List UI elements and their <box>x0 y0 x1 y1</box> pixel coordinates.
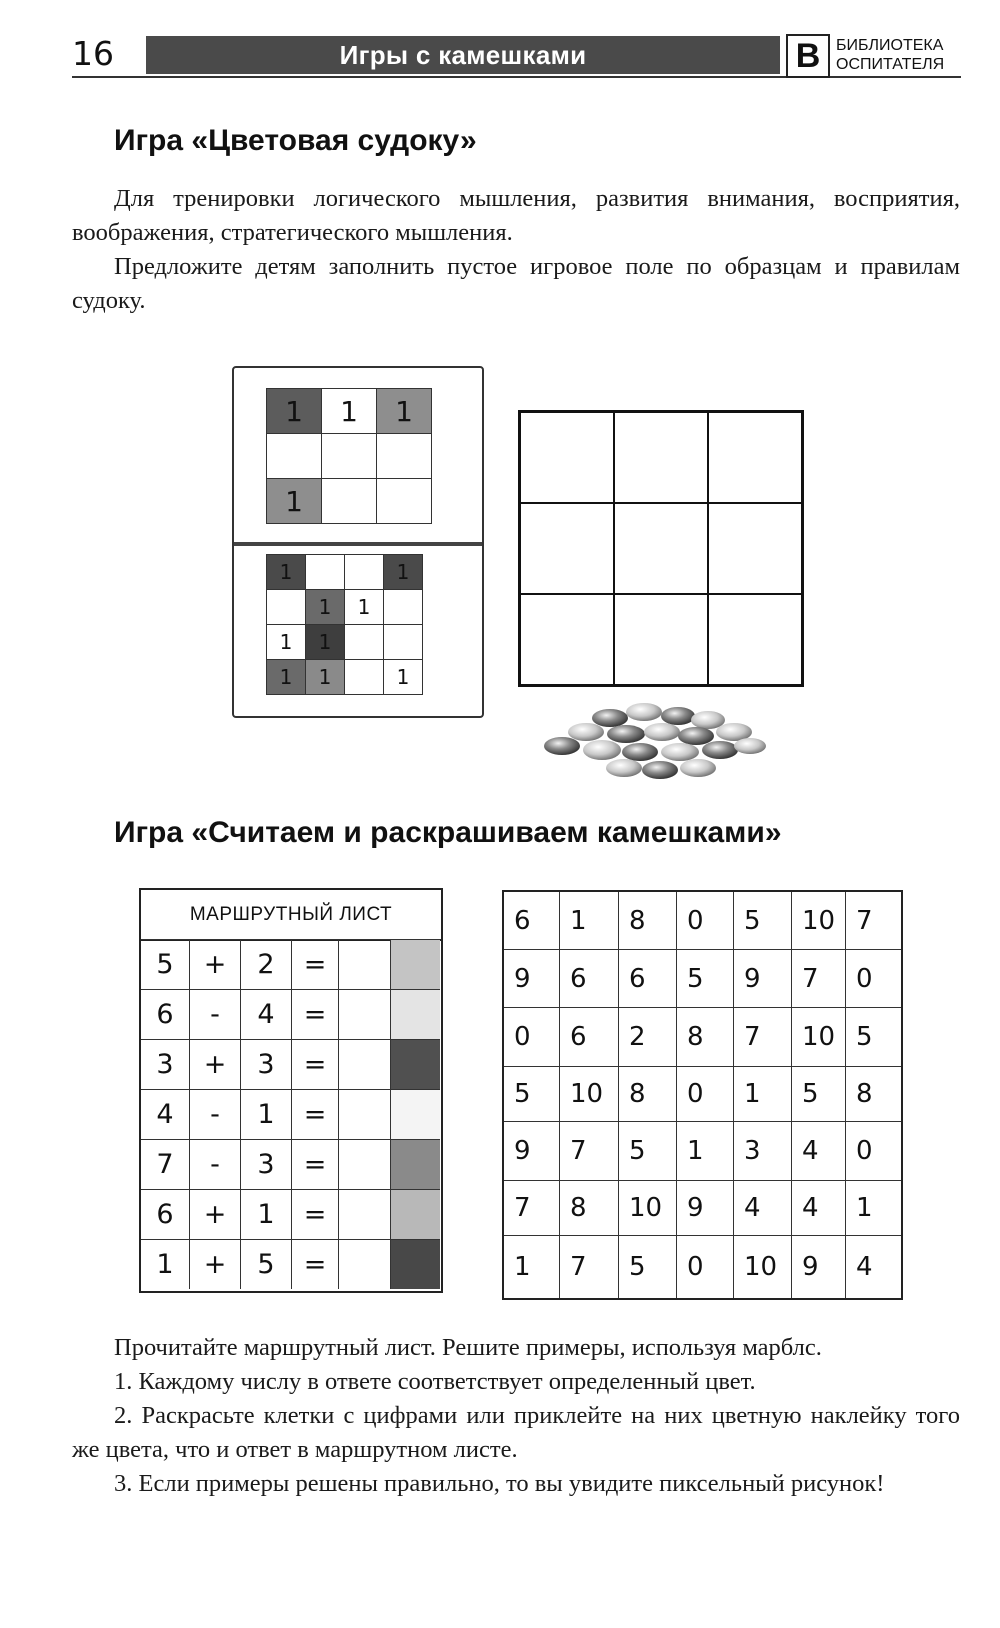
sample-cell <box>345 660 384 695</box>
number-cell[interactable]: 1 <box>734 1067 792 1122</box>
stone <box>644 723 680 741</box>
number-cell[interactable]: 1 <box>677 1122 734 1181</box>
number-cell[interactable]: 4 <box>792 1122 846 1181</box>
color-swatch <box>391 1240 441 1290</box>
number-cell[interactable]: 8 <box>846 1067 903 1122</box>
number-cell[interactable]: 9 <box>792 1236 846 1300</box>
route-a-cell: 3 <box>141 1040 190 1090</box>
sample-cell: 1 <box>345 590 384 625</box>
number-cell[interactable]: 8 <box>560 1181 619 1236</box>
route-op-cell: - <box>190 1140 241 1190</box>
route-b-cell: 4 <box>241 990 292 1040</box>
number-cell[interactable]: 10 <box>734 1236 792 1300</box>
running-title: Игры с камешками <box>146 36 780 74</box>
number-cell[interactable]: 0 <box>846 1122 903 1181</box>
sample-row <box>267 660 423 695</box>
sample-cell <box>267 590 306 625</box>
stone <box>544 737 580 755</box>
sample-cell: 1 <box>267 660 306 695</box>
paragraph-rule-1: 1. Каждому числу в ответе соответствует определенный цвет. <box>114 1368 756 1395</box>
route-eq-cell: = <box>292 1140 339 1190</box>
board-cell[interactable] <box>520 503 615 594</box>
route-row <box>141 940 440 990</box>
route-op-cell: - <box>190 1090 241 1140</box>
number-cell[interactable]: 10 <box>792 891 846 950</box>
number-cell[interactable]: 3 <box>734 1122 792 1181</box>
stone <box>678 727 714 745</box>
number-grid-row <box>503 1122 902 1181</box>
sample-cell <box>306 555 345 590</box>
color-swatch <box>391 990 441 1040</box>
logo-line-2: ОСПИТАТЕЛЯ <box>836 56 945 73</box>
number-cell[interactable]: 5 <box>792 1067 846 1122</box>
paragraph-rule-3: 3. Если примеры решены правильно, то вы увидите пиксельный рисунок! <box>114 1470 885 1497</box>
answer-cell[interactable] <box>339 1190 391 1240</box>
sample-cell: 1 <box>384 555 423 590</box>
number-cell[interactable]: 1 <box>846 1181 903 1236</box>
library-logo-text <box>836 36 966 74</box>
section-title-count-and-color: Игра «Считаем и раскрашиваем камешками» <box>114 816 782 849</box>
paragraph-rule-2: 2. Раскрасьте клетки с цифрами или приклейте на них цветную наклейку того же цвета, что и ответ в маршрутном листе. <box>72 1402 960 1463</box>
route-eq-cell: = <box>292 1090 339 1140</box>
route-eq-cell: = <box>292 990 339 1040</box>
route-sheet <box>139 888 443 1293</box>
stone <box>626 703 662 721</box>
sudoku-sample-card <box>232 366 484 718</box>
number-grid-row <box>503 1236 902 1300</box>
route-a-cell: 5 <box>141 940 190 990</box>
sample-row <box>267 625 423 660</box>
sample-grid-3x3 <box>266 388 432 524</box>
number-cell[interactable]: 0 <box>677 1236 734 1300</box>
sample-cell: 1 <box>306 590 345 625</box>
number-cell[interactable]: 5 <box>503 1067 560 1122</box>
number-cell[interactable]: 7 <box>846 891 903 950</box>
answer-cell[interactable] <box>339 1090 391 1140</box>
board-cell[interactable] <box>708 594 803 686</box>
route-b-cell: 3 <box>241 1040 292 1090</box>
sample-row <box>267 389 432 434</box>
number-cell[interactable]: 0 <box>677 891 734 950</box>
answer-cell[interactable] <box>339 1040 391 1090</box>
sample-cell <box>322 434 377 479</box>
route-row <box>141 1190 440 1240</box>
sample-cell <box>345 555 384 590</box>
number-cell[interactable]: 9 <box>734 950 792 1008</box>
route-b-cell: 2 <box>241 940 292 990</box>
number-cell[interactable]: 7 <box>734 1008 792 1067</box>
route-op-cell: + <box>190 1190 241 1240</box>
number-cell[interactable]: 9 <box>503 1122 560 1181</box>
sample-cell: 1 <box>267 555 306 590</box>
route-a-cell: 1 <box>141 1240 190 1290</box>
number-cell[interactable]: 4 <box>846 1236 903 1300</box>
logo-line-1: БИБЛИОТЕКА <box>836 37 944 54</box>
stone <box>568 723 604 741</box>
sample-cell <box>377 434 432 479</box>
board-cell[interactable] <box>708 412 803 504</box>
number-cell[interactable]: 0 <box>846 950 903 1008</box>
number-cell[interactable]: 7 <box>560 1122 619 1181</box>
number-grid-row <box>503 1181 902 1236</box>
number-cell[interactable]: 1 <box>560 891 619 950</box>
number-grid-row <box>503 950 902 1008</box>
color-swatch <box>391 1040 441 1090</box>
route-a-cell: 4 <box>141 1090 190 1140</box>
number-cell[interactable]: 4 <box>734 1181 792 1236</box>
stone <box>607 725 645 743</box>
paragraph-purpose: Для тренировки логического мышления, развития внимания, восприятия, воображения, стратегического мышления. <box>72 185 960 246</box>
number-cell[interactable]: 10 <box>792 1008 846 1067</box>
route-b-cell: 3 <box>241 1140 292 1190</box>
route-b-cell: 1 <box>241 1190 292 1240</box>
stone <box>583 740 621 760</box>
color-swatch <box>391 940 441 990</box>
glass-stones-pile <box>540 696 770 782</box>
sample-cell <box>384 625 423 660</box>
sample-cell <box>345 625 384 660</box>
route-row <box>141 1140 440 1190</box>
sample-cell <box>322 479 377 524</box>
route-row <box>141 1040 440 1090</box>
route-op-cell: + <box>190 1040 241 1090</box>
answer-cell[interactable] <box>339 990 391 1040</box>
number-cell[interactable]: 0 <box>503 1008 560 1067</box>
sample-cell: 1 <box>267 479 322 524</box>
stone <box>622 743 658 761</box>
number-cell[interactable]: 4 <box>792 1181 846 1236</box>
route-a-cell: 7 <box>141 1140 190 1190</box>
stone <box>680 759 716 777</box>
number-cell[interactable]: 10 <box>619 1181 677 1236</box>
number-cell[interactable]: 0 <box>677 1067 734 1122</box>
number-cell[interactable]: 6 <box>503 891 560 950</box>
paragraph-read-route: Прочитайте маршрутный лист. Решите примеры, используя марблс. <box>114 1334 822 1361</box>
route-op-cell: - <box>190 990 241 1040</box>
stone <box>702 741 738 759</box>
stone <box>691 711 725 729</box>
route-row <box>141 1090 440 1140</box>
number-cell[interactable]: 6 <box>560 950 619 1008</box>
route-op-cell: + <box>190 1240 241 1290</box>
sample-cell: 1 <box>322 389 377 434</box>
number-cell[interactable]: 2 <box>619 1008 677 1067</box>
route-eq-cell: = <box>292 940 339 990</box>
route-eq-cell: = <box>292 1240 339 1290</box>
answer-cell[interactable] <box>339 1140 391 1190</box>
empty-game-board <box>518 410 804 687</box>
library-logo-icon: В <box>786 34 830 78</box>
sample-grid-4x4 <box>266 554 423 695</box>
number-grid-row <box>503 1008 902 1067</box>
sample-row <box>267 434 432 479</box>
board-cell[interactable] <box>614 412 708 504</box>
stone <box>734 738 766 754</box>
number-cell[interactable]: 5 <box>846 1008 903 1067</box>
number-cell[interactable]: 7 <box>560 1236 619 1300</box>
route-sheet-table <box>141 939 440 1289</box>
number-cell[interactable]: 5 <box>619 1236 677 1300</box>
number-cell[interactable]: 1 <box>503 1236 560 1300</box>
section-title-color-sudoku: Игра «Цветовая судоку» <box>114 124 477 157</box>
route-b-cell: 5 <box>241 1240 292 1290</box>
sample-cell <box>267 434 322 479</box>
number-cell[interactable]: 5 <box>677 950 734 1008</box>
number-cell[interactable]: 8 <box>619 891 677 950</box>
card-divider <box>234 542 482 546</box>
answer-cell[interactable] <box>339 940 391 990</box>
number-cell[interactable]: 5 <box>734 891 792 950</box>
number-cell[interactable]: 9 <box>677 1181 734 1236</box>
paragraph-instruction: Предложите детям заполнить пустое игровое поле по образцам и правилам судоку. <box>72 253 960 314</box>
board-cell[interactable] <box>520 412 615 504</box>
number-cell[interactable]: 8 <box>619 1067 677 1122</box>
sample-cell: 1 <box>377 389 432 434</box>
color-swatch <box>391 1140 441 1190</box>
answer-cell[interactable] <box>339 1240 391 1290</box>
route-op-cell: + <box>190 940 241 990</box>
route-sheet-header: МАРШРУТНЫЙ ЛИСТ <box>141 890 441 941</box>
sample-row <box>267 590 423 625</box>
route-eq-cell: = <box>292 1190 339 1240</box>
sample-cell: 1 <box>306 625 345 660</box>
sample-cell: 1 <box>384 660 423 695</box>
stone <box>642 761 678 779</box>
number-grid-row <box>503 1067 902 1122</box>
sample-row <box>267 555 423 590</box>
page-number: 16 <box>72 34 114 73</box>
page-header <box>0 0 1000 100</box>
sample-cell <box>384 590 423 625</box>
stone <box>661 707 695 725</box>
number-cell[interactable]: 6 <box>560 1008 619 1067</box>
board-cell[interactable] <box>614 594 708 686</box>
route-row <box>141 990 440 1040</box>
sample-cell <box>377 479 432 524</box>
route-a-cell: 6 <box>141 990 190 1040</box>
route-row <box>141 1240 440 1290</box>
number-grid-row <box>503 891 902 950</box>
stone <box>606 759 642 777</box>
route-b-cell: 1 <box>241 1090 292 1140</box>
stone <box>661 743 699 761</box>
number-cell[interactable]: 6 <box>619 950 677 1008</box>
sample-cell: 1 <box>267 389 322 434</box>
number-grid <box>502 890 903 1300</box>
color-swatch <box>391 1090 441 1140</box>
stone <box>592 709 628 727</box>
board-cell[interactable] <box>614 503 708 594</box>
number-cell[interactable]: 10 <box>560 1067 619 1122</box>
route-eq-cell: = <box>292 1040 339 1090</box>
route-a-cell: 6 <box>141 1190 190 1240</box>
number-cell[interactable]: 9 <box>503 950 560 1008</box>
number-cell[interactable]: 7 <box>503 1181 560 1236</box>
number-cell[interactable]: 7 <box>792 950 846 1008</box>
number-cell[interactable]: 5 <box>619 1122 677 1181</box>
number-cell[interactable]: 8 <box>677 1008 734 1067</box>
sample-row <box>267 479 432 524</box>
color-swatch <box>391 1190 441 1240</box>
board-cell[interactable] <box>520 594 615 686</box>
sample-cell: 1 <box>267 625 306 660</box>
sample-cell: 1 <box>306 660 345 695</box>
board-cell[interactable] <box>708 503 803 594</box>
